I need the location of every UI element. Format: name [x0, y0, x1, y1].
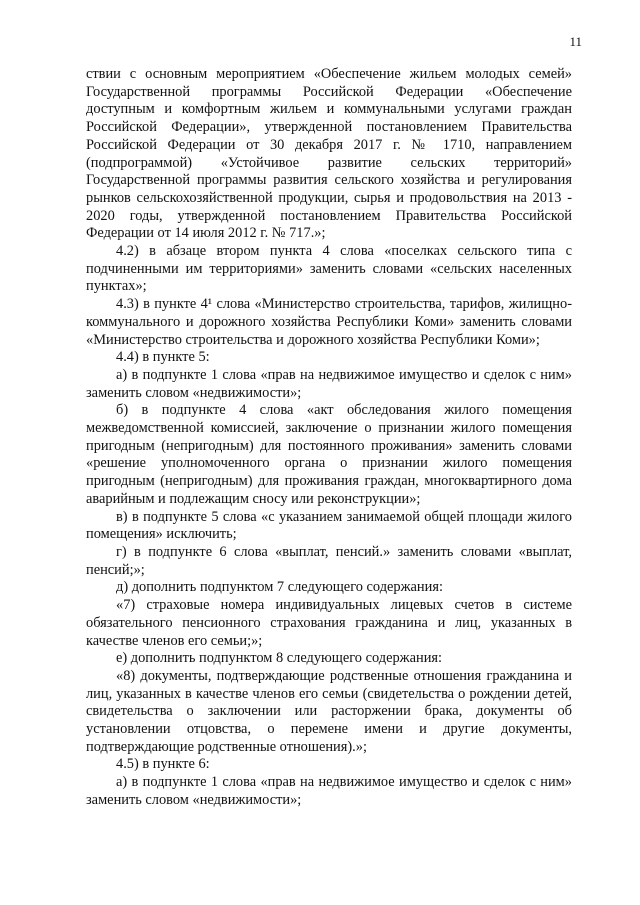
paragraph: 4.2) в абзаце втором пункта 4 слова «поселках сельского типа с подчиненными им территориями» заменить словами «сельских населенных пунктах»; [86, 243, 572, 295]
paragraph: «8) документы, подтверждающие родственные отношения гражданина и лиц, указанных в качестве членов его семьи (свидетельства о рождении детей, свидетельства о заключении или расторжении брака, документы об установлении отцовства, о перемене имени и другие документы, подтверждающие родственные отношения).»; [86, 667, 572, 755]
page-number: 11 [569, 34, 582, 49]
paragraph: «7) страховые номера индивидуальных лицевых счетов в системе обязательного пенсионного страхования гражданина и лиц, указанных в качестве членов его семьи;»; [86, 597, 572, 649]
paragraph: б) в подпункте 4 слова «акт обследования жилого помещения межведомственной комиссией, заключение о признании жилого помещения пригодным (непригодным) для постоянного проживания» заменить словами «решение уполномоченного органа о признании жилого помещения пригодным (непригодным) для проживания граждан, многоквартирного дома аварийным и подлежащим сносу или реконструкции»; [86, 402, 572, 507]
paragraph: а) в подпункте 1 слова «прав на недвижимое имущество и сделок с ним» заменить словом «недвижимости»; [86, 366, 572, 401]
paragraph: ствии с основным мероприятием «Обеспечение жильем молодых семей» Государственной программы Российской Федерации «Обеспечение доступным и комфортным жильем и коммунальными услугами граждан Российской Федерации», утвержденной постановлением Правительства Российской Федерации от 30 декабря 2017 г. № 1710, направлением (подпрограммой) «Устойчивое развитие сельских территорий» Государственной программы развития сельского хозяйства и регулирования рынков сельскохозяйственной продукции, сырья и продовольствия на 2013 - 2020 годы, утвержденной постановлением Правительства Российской Федерации от 14 июля 2012 г. № 717.»; [86, 66, 572, 242]
document-body [86, 66, 572, 810]
paragraph: 4.4) в пункте 5: [116, 349, 210, 366]
paragraph: в) в подпункте 5 слова «с указанием занимаемой общей площади жилого помещения» исключить; [86, 508, 572, 543]
paragraph: г) в подпункте 6 слова «выплат, пенсий.» заменить словами «выплат, пенсий;»; [86, 543, 572, 578]
paragraph: 4.3) в пункте 4¹ слова «Министерство строительства, тарифов, жилищно-коммунального и дорожного хозяйства Республики Коми» заменить словами «Министерство строительства и дорожного хозяйства Республики Коми»; [86, 296, 572, 348]
paragraph: д) дополнить подпунктом 7 следующего содержания: [116, 579, 443, 596]
paragraph: е) дополнить подпунктом 8 следующего содержания: [116, 650, 443, 667]
paragraph: 4.5) в пункте 6: [116, 756, 210, 773]
paragraph: а) в подпункте 1 слова «прав на недвижимое имущество и сделок с ним» заменить словом «недвижимости»; [86, 774, 572, 808]
